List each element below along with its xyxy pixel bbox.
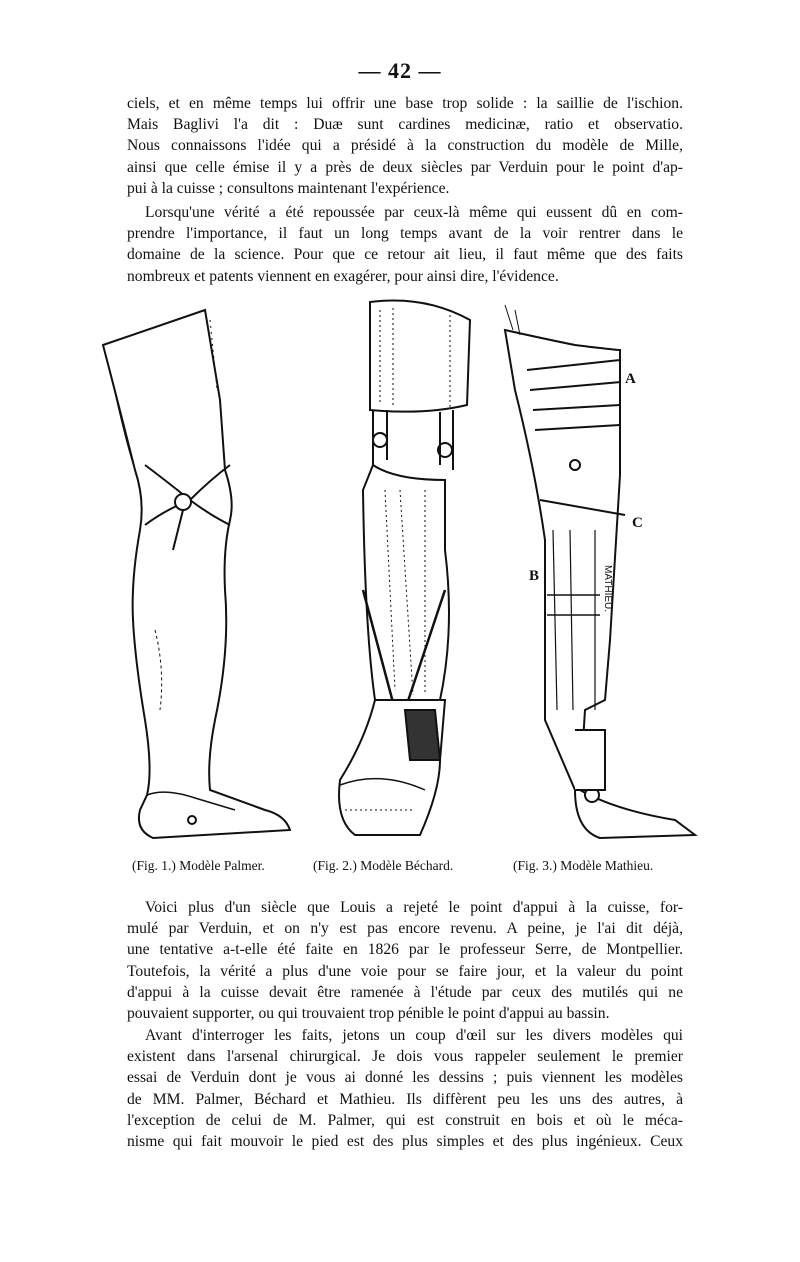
caption-fig-1: (Fig. 1.) Modèle Palmer. (132, 858, 265, 873)
prosthesis-illustration (95, 290, 705, 850)
text-line: domaine de la science. Pour que ce retour ait lieu, il faut même que des faits (127, 246, 683, 264)
label-c: C (632, 515, 643, 531)
paragraph-1 (127, 93, 683, 199)
text-line: ainsi que celle émise il y a près de deux siècles par Verduin pour le point d'ap- (127, 158, 683, 176)
text-line: l'exception de celui de M. Palmer, qui est construit en bois et où le méca- (127, 1111, 683, 1129)
text-line: ciels, et en même temps lui offrir une base trop solide : la saillie de l'ischion. (127, 95, 683, 112)
text-line: pouvaient supporter, ou qui trouvaient trop pénible le point d'appui au bassin. (127, 1005, 610, 1023)
brand-mark: MATHIEU. (602, 565, 613, 613)
paragraph-4 (127, 1025, 683, 1152)
text-line: existent dans l'arsenal chirurgical. Je dois vous rappeler seulement le premier (127, 1048, 683, 1066)
paragraph-2 (127, 202, 683, 287)
palmer-leg-drawing (103, 310, 290, 838)
label-b: B (529, 568, 540, 584)
text-line: mulé par Verduin, et on n'y est pas encore revenu. A peine, je l'ai dit déjà, (127, 920, 683, 938)
caption-fig-3: (Fig. 3.) Modèle Mathieu. (513, 858, 654, 873)
caption-fig-2: (Fig. 2.) Modèle Béchard. (313, 858, 454, 873)
text-line: pui à la cuisse ; consultons maintenant l'expérience. (127, 179, 450, 197)
text-line: Voici plus d'un siècle que Louis a rejeté le point d'appui à la cuisse, for- (145, 899, 683, 916)
text-line: Toutefois, la vérité a plus d'une voie pour se faire jour, et la valeur du point (127, 962, 683, 980)
text-line: Lorsqu'une vérité a été repoussée par ceux-là même qui eussent dû en com- (145, 204, 683, 221)
paragraph-3 (127, 897, 683, 1024)
text-line: prendre l'importance, il faut un long temps avant de la voir rentrer dans le (127, 225, 683, 243)
text-line: Nous connaissons l'idée qui a présidé à la construction du modèle de Mille, (127, 137, 683, 155)
text-line: nombreux et patents viennent en exagérer, pour ainsi dire, l'évidence. (127, 267, 559, 285)
text-line: d'appui à la cuisse devait être ramenée à l'étude par ceux des mutilés qui ne (127, 983, 683, 1001)
label-a: A (625, 371, 636, 387)
text-line: de MM. Palmer, Béchard et Mathieu. Ils diffèrent peu les uns des autres, à (127, 1090, 683, 1108)
text-line: Avant d'interroger les faits, jetons un coup d'œil sur les divers modèles qui (145, 1027, 683, 1044)
page-number: — 42 — (358, 58, 442, 83)
mathieu-leg-drawing (505, 305, 695, 838)
text-line: une tentative a-t-elle été faite en 1826 par le professeur Serre, de Montpellier. (127, 941, 683, 959)
bechard-leg-drawing (339, 300, 470, 835)
text-line: nisme qui fait mouvoir le pied est des plus simples et des plus ingénieux. Ceux (127, 1133, 683, 1151)
text-line: essai de Verduin dont je vous ai donné les dessins ; puis viennent les modèles (127, 1069, 683, 1087)
text-line: Mais Baglivi l'a dit : Duæ sunt cardines medicinæ, ratio et observatio. (127, 116, 683, 134)
